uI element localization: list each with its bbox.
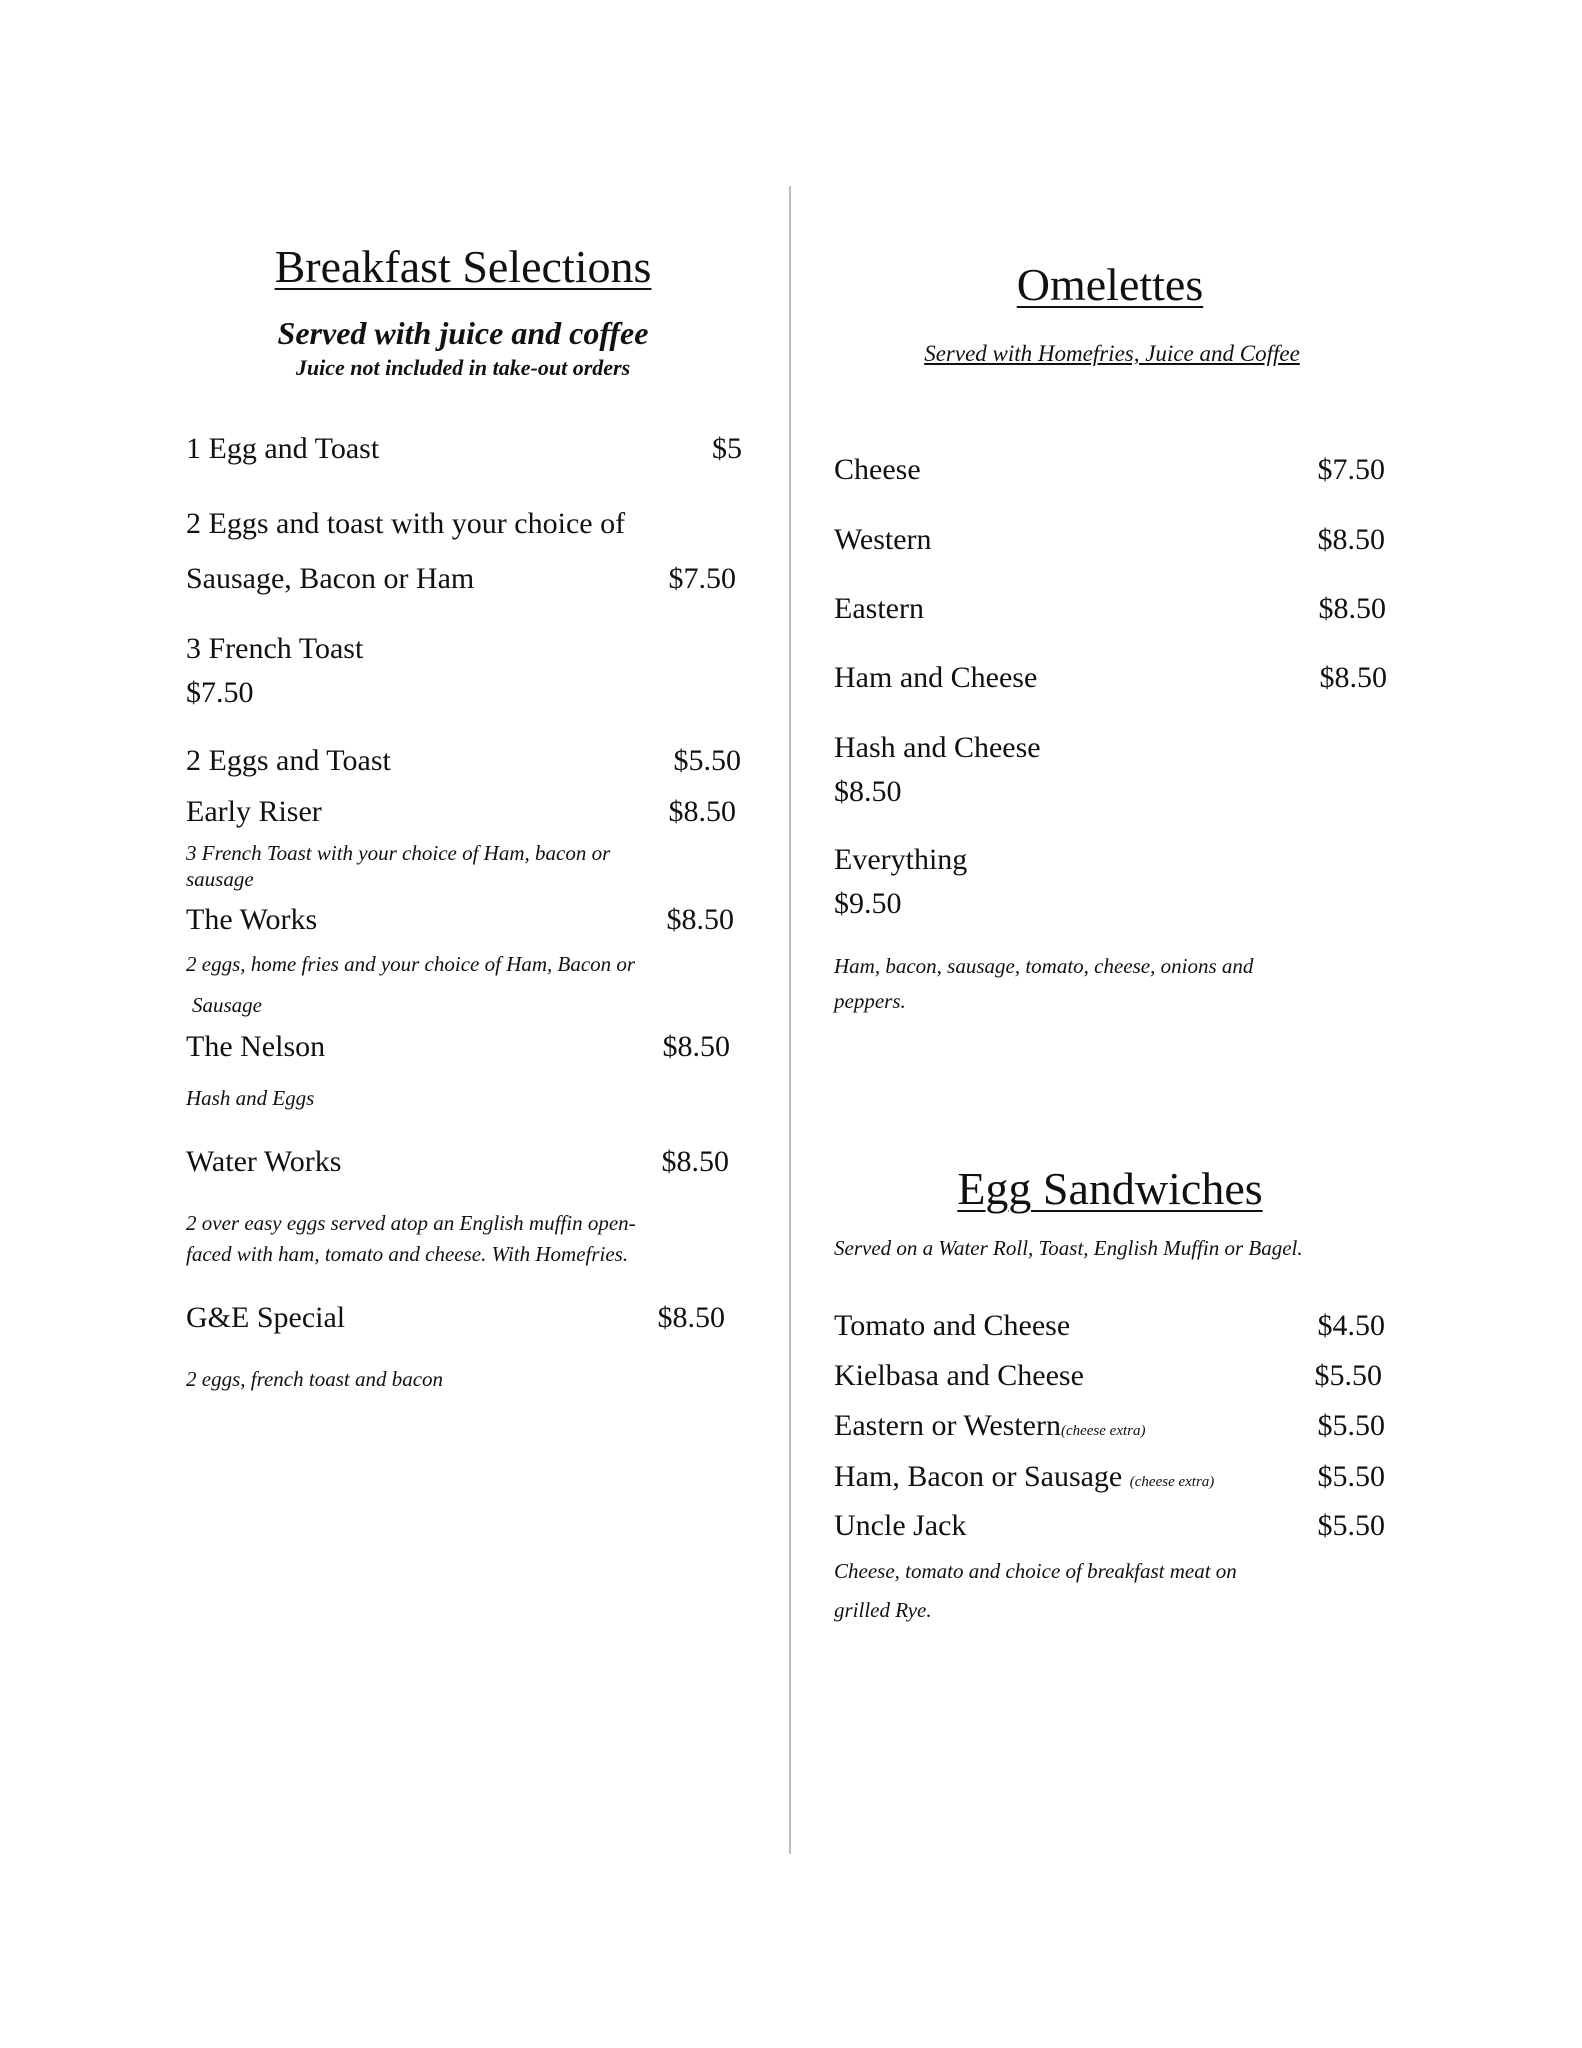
omelettes-title: Omelettes bbox=[1016, 259, 1204, 310]
menu-item-description: 2 over easy eggs served atop an English muffin open- bbox=[186, 1211, 636, 1235]
menu-item-price: $8.50 bbox=[657, 1301, 725, 1334]
menu-item-price: $8.50 bbox=[668, 795, 736, 828]
menu-item-description: 2 eggs, french toast and bacon bbox=[186, 1367, 444, 1391]
menu-item-description-line2: Sausage bbox=[192, 993, 262, 1017]
menu-item-price: $5.50 bbox=[1317, 1509, 1385, 1542]
menu-item-description: Hash and Eggs bbox=[186, 1086, 315, 1110]
menu-item-name: 3 French Toast bbox=[186, 632, 364, 665]
menu-item-name: Ham and Cheese bbox=[834, 661, 1038, 694]
menu-item-description: Ham, bacon, sausage, tomato, cheese, onions and bbox=[834, 954, 1254, 978]
breakfast-note: Juice not included in take-out orders bbox=[295, 355, 631, 380]
menu-item-description: 2 eggs, home fries and your choice of Ham, Bacon or bbox=[186, 952, 636, 976]
menu-item-price: $7.50 bbox=[1317, 453, 1385, 486]
menu-item-name-line2: Sausage, Bacon or Ham bbox=[186, 562, 475, 595]
menu-item-price: $5.50 bbox=[1314, 1359, 1382, 1392]
menu-item-name: 2 Eggs and toast with your choice of bbox=[186, 507, 626, 540]
menu-item-name: 1 Egg and Toast bbox=[186, 432, 380, 465]
breakfast-title: Breakfast Selections bbox=[274, 241, 652, 292]
menu-item-name: Hash and Cheese bbox=[834, 731, 1041, 764]
menu-item-price: $5.50 bbox=[1317, 1409, 1385, 1442]
breakfast-subtitle: Served with juice and coffee bbox=[277, 315, 649, 351]
menu-item-name: Eastern bbox=[834, 592, 924, 625]
menu-item-price: $8.50 bbox=[666, 903, 734, 936]
menu-item-name: Early Riser bbox=[186, 795, 322, 828]
menu-item-price: $5.50 bbox=[1317, 1460, 1385, 1493]
column-divider bbox=[789, 186, 791, 1854]
menu-item-price: $7.50 bbox=[186, 676, 254, 709]
menu-item-price: $4.50 bbox=[1317, 1309, 1385, 1342]
menu-item-description-line2: sausage bbox=[186, 867, 254, 891]
menu-item-price: $8.50 bbox=[1317, 523, 1385, 556]
menu-item-name: Cheese bbox=[834, 453, 921, 486]
menu-item-name: Kielbasa and Cheese bbox=[834, 1359, 1084, 1392]
menu-item-price: $5.50 bbox=[673, 744, 741, 777]
menu-item-name: The Nelson bbox=[186, 1030, 326, 1063]
menu-item-name: Water Works bbox=[186, 1145, 342, 1178]
menu-item-price: $5 bbox=[712, 432, 742, 465]
egg-sandwiches-subtitle: Served on a Water Roll, Toast, English Muffin or Bagel. bbox=[834, 1236, 1303, 1260]
menu-item-price: $9.50 bbox=[834, 887, 902, 920]
menu-item-note: (cheese extra) bbox=[1060, 1423, 1146, 1439]
menu-item-name: 2 Eggs and Toast bbox=[186, 744, 391, 777]
menu-item-name: Western bbox=[834, 523, 932, 556]
menu-item-price: $8.50 bbox=[662, 1030, 730, 1063]
menu-item-name: The Works bbox=[186, 903, 318, 936]
menu-item-price: $8.50 bbox=[834, 775, 902, 808]
menu-item-price: $8.50 bbox=[661, 1145, 729, 1178]
menu-item-name-text: Eastern or Western bbox=[834, 1409, 1061, 1442]
egg-sandwiches-title: Egg Sandwiches bbox=[957, 1163, 1263, 1214]
menu-item-description-line2: grilled Rye. bbox=[834, 1598, 932, 1622]
menu-item-description-line2: peppers. bbox=[834, 989, 906, 1013]
menu-item-name: Everything bbox=[834, 843, 968, 876]
menu-item-note: (cheese extra) bbox=[1129, 1474, 1215, 1490]
menu-item-name-text: Ham, Bacon or Sausage bbox=[834, 1460, 1130, 1493]
menu-item-price: $8.50 bbox=[1318, 592, 1386, 625]
omelettes-subtitle: Served with Homefries, Juice and Coffee bbox=[924, 341, 1300, 366]
menu-item-price: $7.50 bbox=[668, 562, 736, 595]
menu-item-description: 3 French Toast with your choice of Ham, bacon or bbox=[186, 841, 611, 865]
menu-item-name: Tomato and Cheese bbox=[834, 1309, 1071, 1342]
menu-item-name: G&E Special bbox=[186, 1301, 346, 1334]
menu-item-name bbox=[834, 1462, 1214, 1492]
menu-item-description: Cheese, tomato and choice of breakfast meat on bbox=[834, 1559, 1237, 1583]
menu-item-name bbox=[834, 1411, 1145, 1441]
menu-item-description-line2: faced with ham, tomato and cheese. With Homefries. bbox=[186, 1242, 629, 1266]
menu-item-name: Uncle Jack bbox=[834, 1509, 967, 1542]
menu-item-price: $8.50 bbox=[1319, 661, 1387, 694]
